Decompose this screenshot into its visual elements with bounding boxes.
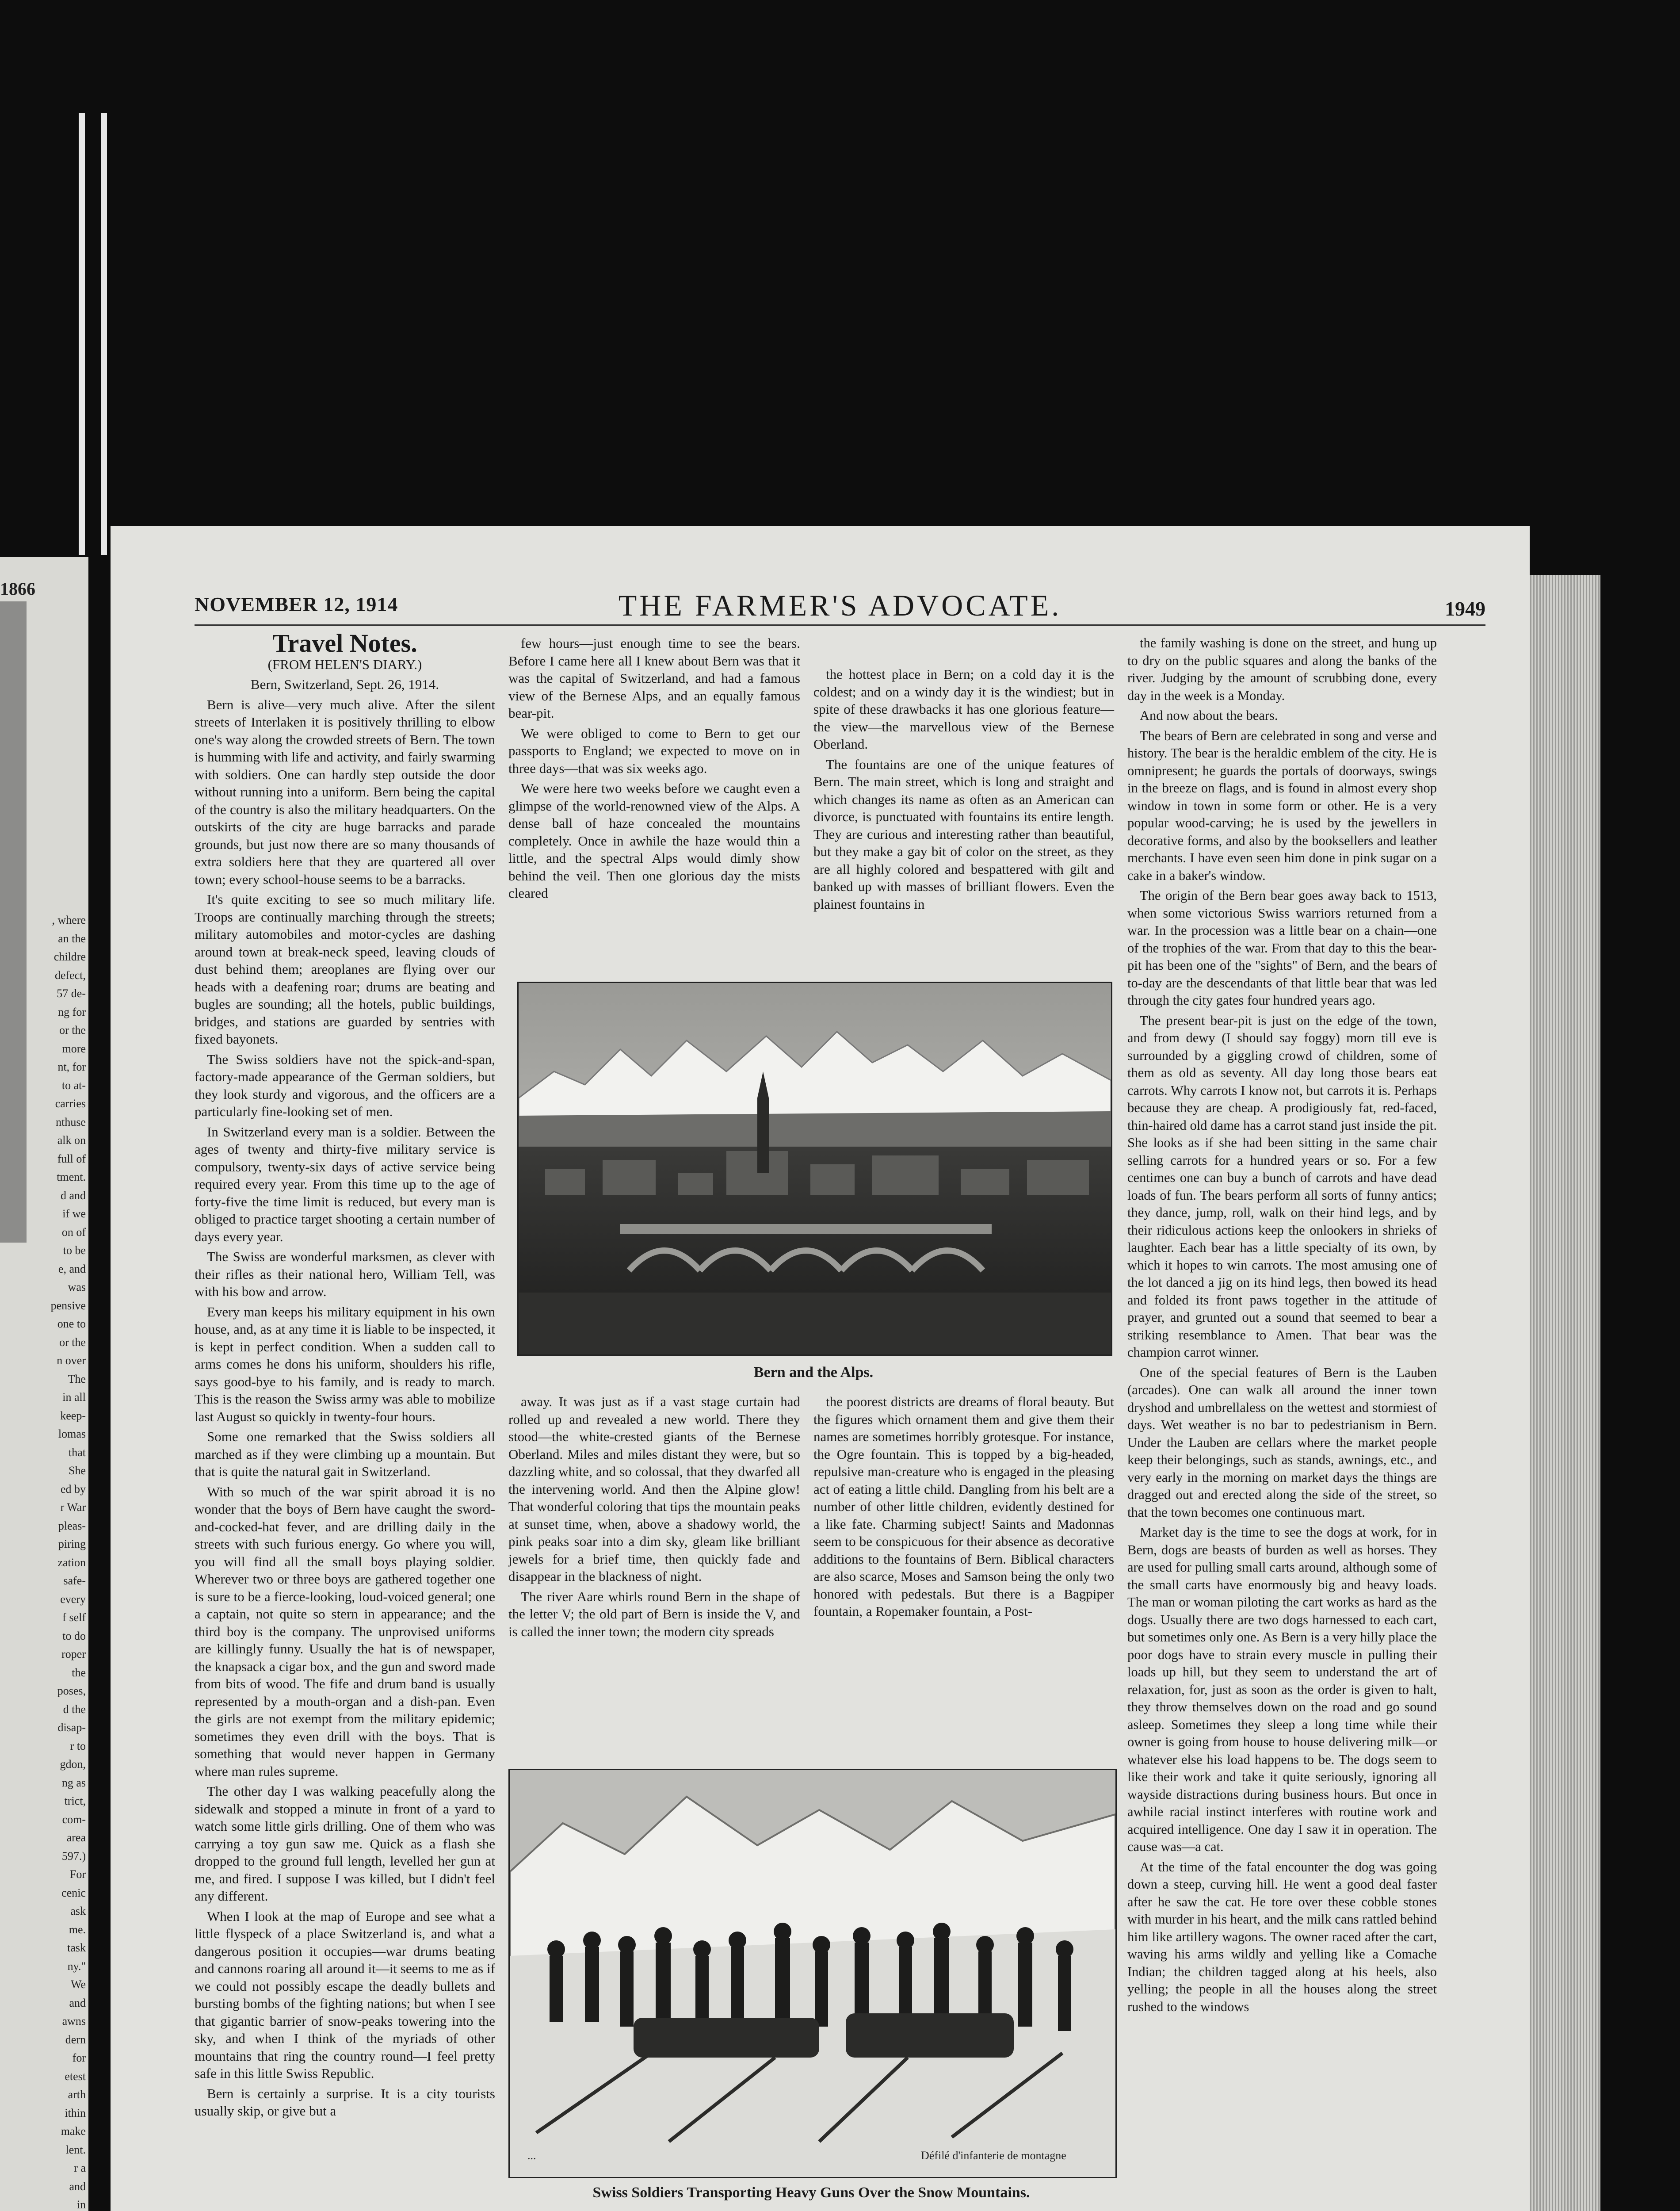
left-page-fragment-line: tment. bbox=[57, 1171, 86, 1183]
left-page-fragment-line: task bbox=[67, 1941, 86, 1954]
left-page-fragment-line: ask bbox=[70, 1905, 86, 1917]
left-page-fragment-line: cenic bbox=[61, 1886, 86, 1899]
left-page-fragment-line: and bbox=[69, 1996, 86, 2009]
left-page-fragment-line: com- bbox=[62, 1813, 86, 1826]
column-4-paragraph: One of the special features of Bern is the Lauben (arcades). One can walk all around the inner town dryshod and umbrellaless on the wettest and stormiest of days. Wet weather is no bar to pedestrianism in Bern. Under the Lauben are cellars where the market people keep their belongings, such as stands, awnings, etc., and very early in the morning on market days the things are dragged out and erected along the side of the street, so that the town becomes one continuous mart. bbox=[1127, 1365, 1437, 1520]
left-page-fragment-line: pleas- bbox=[58, 1519, 86, 1532]
column-4-paragraph: At the time of the fatal encounter the dog was going down a steep, curving hill. He went a good deal faster after he saw the cat. He tore over these cobble stones with murder in his heart, and the milk cans rattled behind him like artillery wagons. The owner raced after the cart, waving his arms wildly and yelling like a Comache Indian; the children tagged along at his heels, also yelling; the people in all the houses along the street rushed to the windows bbox=[1127, 1859, 1437, 2014]
publication-title: THE FARMER'S ADVOCATE. bbox=[618, 589, 1062, 622]
left-page-fragment-line: nt, for bbox=[57, 1060, 86, 1073]
left-page-fragment-line: gdon, bbox=[60, 1758, 86, 1771]
photo-inset-left: ... bbox=[527, 2149, 536, 2162]
photo-soldiers-caption: Swiss Soldiers Transporting Heavy Guns Over the Snow Mountains. bbox=[592, 2184, 1030, 2201]
left-page-fragment-line: n over bbox=[57, 1354, 86, 1367]
left-page-fragment-line: more bbox=[62, 1042, 86, 1055]
left-page-fragment-line: , where bbox=[52, 914, 86, 926]
column-3-middle bbox=[813, 1393, 1114, 1623]
left-page-fragment-line: safe- bbox=[63, 1574, 86, 1587]
left-page-fragment-line: make bbox=[61, 2125, 86, 2138]
left-page-fragment-line: carries bbox=[55, 1097, 86, 1110]
issue-date: NOVEMBER 12, 1914 bbox=[195, 593, 398, 616]
column-1-paragraph: Every man keeps his military equipment in his own house, and, as at any time it is liable to be inspected, it is kept in perfect condition. When a sudden call to arms comes he dons his uniform, shoulders his rifle, says good-bye to his family, and is ready to march. This is the reason the Swiss army was able to mobilize last August so quickly in twenty-four hours. bbox=[195, 1304, 495, 1424]
column-1-paragraph: The Swiss soldiers have not the spick-and-span, factory-made appearance of the German soldiers, but they look sturdy and vigorous, and the officers are a particularly fine-looking set of men. bbox=[195, 1051, 495, 1119]
column-1-paragraph: With so much of the war spirit abroad it is no wonder that the boys of Bern have caught the sword-and-cocked-hat fever, and are drilling daily in the streets with such furious energy. Go where you will, you will find all the small boys playing soldier. Wherever two or three boys are gathered together one is sure to be a fierce-looking, loud-voiced general; one a captain, not quite so stern in appearance; and the third boy is the company. The unprovised uniforms are killingly funny. Usually the hat is of newspaper, the knapsack a cigar box, and the gun and sword made from bits of wood. The fife and drum band is usually represented by a mouth-organ and a dish-pan. Even the girls are not exempt from the military epidemic; sometimes they even drill with the boys. That is something that would never happen in Germany where man rules supreme. bbox=[195, 1484, 495, 1779]
left-page-fragment-line: to do bbox=[62, 1629, 86, 1642]
column-1-paragraph: When I look at the map of Europe and see what a little flyspeck of a place Switzerland is, and what a dangerous position it occupies—war drums beating and cannons roaring all around it—it seems to me as if we could not possibly escape the deadly bullets and bursting bombs of the fighting nations; but when I see that gigantic barrier of snow-peaks towering into the sky, and when I think of the myriads of other mountains that ring the country round—I feel pretty safe in this little Swiss Republic. bbox=[195, 1908, 495, 2081]
column-2-top-paragraph: few hours—just enough time to see the bears. Before I came here all I knew about Bern was that it was the capital of Switzerland, and had a famous view of the Bernese Alps, and an equally famous bear-pit. bbox=[508, 635, 800, 721]
left-page-fragment-line: was bbox=[68, 1281, 86, 1293]
left-page-fragment-line: an the bbox=[58, 932, 86, 945]
left-page-fragment-line: one to bbox=[57, 1317, 86, 1330]
column-4-paragraph: The origin of the Bern bear goes away back to 1513, when some victorious Swiss warriors returned from a war. In the procession was a little bear on a chain—one of the trophies of the war. From that day to this the bear-pit has been one of the "sights" of Bern, and the bears of to-day are the descendants of that little bear that was led through the city gates four hundred years ago. bbox=[1127, 888, 1437, 1008]
left-page-fragment-line: d the bbox=[63, 1702, 86, 1716]
left-page-fragment-line: disap- bbox=[57, 1721, 86, 1734]
left-page-fragment-line: piring bbox=[58, 1538, 86, 1550]
column-3-top-paragraph: The fountains are one of the unique features of Bern. The main street, which is long and straight and which changes its name as often as an American can divorce, is punctuated with fountains its entire length. They are curious and interesting rather than beautiful, but they make a gay bit of color on the street, as they are all highly colored and bespattered with gilt and banked up with masses of brilliant flowers. Even the plainest fountains in bbox=[813, 756, 1114, 912]
left-page-text-fragments bbox=[27, 911, 88, 2211]
left-page-fragment-line: the bbox=[72, 1666, 86, 1679]
column-4-paragraph: The present bear-pit is just on the edge of the town, and from dewy (I should say foggy) morn till eve is surrounded by a giggling crowd of children, some of them as old as seventy. All day long those bears eat carrots. Why carrots I know not, but carrots it is. Perhaps because they are cheap. A prodigiously fat, red-faced, thin-haired old dame has a carrot stand just inside the pit. She looks as if she had been sitting in the same chair selling carrots for a hundred years or so. For a few centimes one can buy a bunch of carrots and have dead loads of fun. The bears perform all sorts of funny antics; they dance, jump, roll, walk on their hind legs, and by their ridiculous actions keep the onlookers in shrieks of laughter. Each bear has a little specialty of its own, by which it hopes to win carrots. The most amusing one of the lot danced a jig on its hind legs, then bowed its head and folded its front paws together in the attitude of prayer, and grunted out a sound that seemed to bear a striking resemblance to Amen. That bear was the champion carrot winner. bbox=[1127, 1013, 1437, 1360]
left-page-fragment-line: area bbox=[66, 1831, 86, 1844]
left-page-fragment-line: The bbox=[68, 1372, 86, 1385]
column-2-top-paragraph: We were obliged to come to Bern to get our passports to England; we expected to move on in three days—that was six weeks ago. bbox=[508, 725, 800, 776]
column-4-paragraph: The bears of Bern are celebrated in song and verse and history. The bear is the heraldic emblem of the city. He is omnipresent; he guards the portals of doorways, swings in the breeze on flags, and is found in almost every shop window in town in some form or other. He is a very popular wood-carving; he is used by the jewellers in decorative forms, and also by the booksellers and leather merchants. I have even seen him done in pink sugar on a cake in a baker's window. bbox=[1127, 728, 1437, 883]
left-page-fragment-line: or the bbox=[59, 1335, 86, 1349]
page-number: 1949 bbox=[1445, 597, 1485, 620]
left-page-fragment-line: for bbox=[72, 2051, 86, 2064]
left-page-fragment-line: to be bbox=[63, 1244, 86, 1257]
left-page-fragment-line: ithin bbox=[65, 2106, 86, 2119]
left-page-fragment-line: if we bbox=[62, 1207, 86, 1220]
column-1-paragraph: The Swiss are wonderful marksmen, as clever with their rifles as their national hero, William Tell, was with his bow and arrow. bbox=[195, 1249, 495, 1299]
column-1-paragraph: Bern is certainly a surprise. It is a city tourists usually skip, or give but a bbox=[195, 2085, 495, 2119]
column-1-paragraph: It's quite exciting to see so much military life. Troops are continually marching through the streets; military automobiles and motor-cycles are dashing around town at break-neck speed, leaving clouds of dust behind them; areoplanes are flying over our heads with a deafening roar; drums are beating and bugles are sounding; all the hotels, public buildings, bridges, and stations are guarded by sentries with fixed bayonets. bbox=[195, 891, 495, 1047]
left-page-fragment-line: defect, bbox=[54, 968, 86, 982]
left-page-fragment-line: ng as bbox=[61, 1776, 86, 1789]
scan-margin-bar-1 bbox=[79, 113, 85, 555]
left-page-fragment-line: etest bbox=[65, 2069, 86, 2083]
column-4-paragraph: the family washing is done on the street, and hung up to dry on the public squares and along the banks of the river. Judging by the amount of scrubbing done, every day in the week is a Monday. bbox=[1127, 635, 1437, 703]
column-1-paragraph: Bern is alive—very much alive. After the silent streets of Interlaken it is positively thrilling to elbow one's way along the crowded streets of Bern. The town is humming with life and activity, and fairly swarming with soldiers. One can hardly step outside the door without running into a uniform. Bern being the capital of the country is also the military headquarters. On the outskirts of the city are huge barracks and parade grounds, but just now there are so many thousands of extra soldiers here that they are quartered all over town; every school-house seems to be a barracks. bbox=[195, 696, 495, 887]
article-source: (FROM HELEN'S DIARY.) bbox=[267, 656, 422, 672]
column-1-paragraph: The other day I was walking peacefully along the sidewalk and stopped a minute in front of a yard to watch some little girls drilling. One of them who was carrying a toy gun saw me. Quick as a flash she dropped to the ground full length, levelled her gun at me, and fired. I suppose I was killed, but I didn't feel any different. bbox=[195, 1783, 495, 1904]
article-title: Travel Notes. bbox=[272, 629, 417, 658]
left-page-fragment-line: lent. bbox=[65, 2143, 86, 2156]
left-page-fragment-line: e, and bbox=[58, 1262, 86, 1275]
left-page-fragment-line: ed by bbox=[60, 1482, 86, 1496]
left-page-fragment-line: every bbox=[60, 1592, 86, 1606]
left-page-fragment-line: arth bbox=[68, 2088, 86, 2101]
left-page-fragment-line: full of bbox=[57, 1152, 86, 1165]
left-page-fragment-line: 57 de- bbox=[57, 987, 86, 1000]
left-page-fragment-line: r a bbox=[74, 2161, 86, 2174]
left-page-fragment-line: in bbox=[76, 2198, 86, 2211]
header-rule bbox=[195, 624, 1485, 626]
column-2-top bbox=[508, 635, 800, 905]
left-page-fragment-line: 597.) bbox=[61, 1849, 86, 1863]
column-4 bbox=[1127, 635, 1437, 2018]
left-page-fragment-line: r War bbox=[60, 1501, 86, 1514]
left-page-fragment-line: trict, bbox=[64, 1794, 86, 1807]
left-page-fragment-line: She bbox=[69, 1464, 86, 1477]
left-page-fragment bbox=[0, 557, 88, 2211]
left-page-fragment-line: me. bbox=[69, 1923, 86, 1936]
column-4-paragraph: And now about the bears. bbox=[1140, 708, 1278, 723]
bern-alps-image bbox=[519, 983, 1111, 1354]
photo-swiss-soldiers bbox=[508, 1769, 1117, 2178]
left-page-fragment-line: poses, bbox=[57, 1684, 86, 1697]
left-page-fragment-line: or the bbox=[59, 1024, 86, 1037]
column-3-top-paragraph: the hottest place in Bern; on a cold day it is the coldest; and on a windy day it is the windiest; but in spite of these drawbacks it has one glorious feature—the view—the marvellous view of the Bernese Oberland. bbox=[813, 666, 1114, 752]
left-page-fragment-line: ny." bbox=[67, 1959, 86, 1973]
column-1-body bbox=[195, 696, 495, 2120]
scan-margin-bar-2 bbox=[101, 113, 107, 555]
left-page-fragment-line: to at- bbox=[61, 1079, 86, 1092]
left-page-fragment-line: nthuse bbox=[56, 1115, 86, 1128]
left-page-fragment-line: that bbox=[69, 1446, 86, 1459]
left-page-fragment-line: and bbox=[69, 2180, 86, 2193]
photo-bern-caption: Bern and the Alps. bbox=[753, 1364, 874, 1381]
left-page-fragment-line: ng for bbox=[58, 1005, 86, 1018]
left-page-fragment-line: keep- bbox=[60, 1409, 86, 1422]
left-page-fragment-line: alk on bbox=[57, 1134, 86, 1147]
column-1 bbox=[195, 629, 495, 2123]
column-1-paragraph: Some one remarked that the Swiss soldiers all marched as if they were climbing up a mountain. But that is quite the natural gait in Switzerland. bbox=[195, 1429, 495, 1479]
left-page-fragment-line: d and bbox=[60, 1189, 86, 1202]
photo-bern-and-alps bbox=[517, 982, 1112, 1356]
left-page-fragment-line: awns bbox=[62, 2015, 86, 2027]
left-page-advertisement bbox=[0, 601, 27, 1243]
left-page-fragment-line: in all bbox=[62, 1391, 86, 1404]
left-page-year: 1866 bbox=[0, 579, 35, 599]
column-3-middle-paragraph: the poorest districts are dreams of floral beauty. But the figures which ornament them and give them their names are sometimes horribly grotesque. For instance, the Ogre fountain. This is topped by a big-headed, repulsive man-creature who is engaged in the pleasing act of eating a little child. Dangling from his belt are a number of other little children, evidently destined for a like fate. Charming subject! Saints and Madonnas seem to be conspicuous for their absence as decorative additions to the fountains of Bern. Biblical characters are also scarce, Moses and Samson being the only two honored with pedestals. But there is a Bagpiper fountain, a Ropemaker fountain, a Post- bbox=[813, 1394, 1114, 1619]
photo-inset-right: Défilé d'infanterie de montagne bbox=[921, 2149, 1066, 2162]
left-page-fragment-line: f self bbox=[62, 1611, 86, 1624]
book-page-edges bbox=[1525, 575, 1600, 2211]
left-page-fragment-line: For bbox=[69, 1868, 86, 1881]
column-2-middle bbox=[508, 1393, 800, 1643]
left-page-fragment-line: zation bbox=[57, 1556, 86, 1569]
column-3-top bbox=[813, 666, 1114, 915]
left-page-fragment-line: r to bbox=[70, 1739, 86, 1752]
left-page-fragment-line: lomas bbox=[58, 1427, 86, 1440]
left-page-fragment-line: childre bbox=[53, 950, 86, 963]
column-2-middle-paragraph: away. It was just as if a vast stage curtain had rolled up and revealed a new world. There they stood—the white-crested giants of the Bernese Oberland. Miles and miles distant they were, but so dazzling white, and so colossal, that they dwarfed all the intervening world. And then the Alpine glow! That wonderful coloring that tips the mountain peaks at sunset time, when, above a shadowy world, the pink peaks soar into a dim sky, gleam like brilliant jewels for a brief time, then quickly fade and disappear in the blackness of night. bbox=[508, 1394, 800, 1584]
column-4-paragraph: Market day is the time to see the dogs at work, for in Bern, dogs are beasts of burden as well as horses. They are used for pulling small carts around, although some of the small carts have enormously big and heavy loads. The man or woman piloting the cart works as hard as the dogs. Usually there are two dogs harnessed to each cart, but sometimes only one. As Bern is a very hilly place the poor dogs have to strain every muscle in pulling their loads up hill, but they seem to understand the art of relaxation, for, just as soon as the order is given to halt, they throw themselves down on the road and go sound asleep. Sometimes they sleep a long time while their owner is going from house to house delivering milk—or whatever else his load happens to be. The dogs seem to like their work and take it quite seriously, ignoring all wayside distractions during business hours. But once in awhile racial instinct interferes with routine work and acquired intelligence. One day I saw it in operation. The cause was—a cat. bbox=[1127, 1525, 1437, 1854]
newspaper-page bbox=[111, 526, 1530, 2211]
column-1-paragraph: In Switzerland every man is a soldier. Between the ages of twenty and thirty-five military service is compulsory, twenty-six days of active service being required every year. From this time up to the age of forty-five the time limit is reduced, but every man is obliged to practice target shooting a certain number of days every year. bbox=[195, 1124, 495, 1244]
left-page-fragment-line: We bbox=[71, 1978, 86, 1991]
left-page-fragment-line: dern bbox=[65, 2033, 86, 2046]
column-2-top-paragraph: We were here two weeks before we caught even a glimpse of the world-renowned view of the Alps. A dense ball of haze concealed the mountains completely. Once in awhile the haze would thin a little, and the spectral Alps would dimly show behind the veil. Then one glorious day the mists cleared bbox=[508, 780, 800, 901]
page-header bbox=[195, 589, 1485, 622]
swiss-soldiers-image bbox=[510, 1770, 1115, 2177]
left-page-fragment-line: pensive bbox=[50, 1299, 86, 1312]
column-2-middle-paragraph: The river Aare whirls round Bern in the shape of the letter V; the old part of Bern is inside the V, and is called the inner town; the modern city spreads bbox=[508, 1588, 800, 1639]
left-page-fragment-line: on of bbox=[61, 1225, 86, 1239]
left-page-fragment-line: roper bbox=[61, 1648, 86, 1660]
article-dateline: Bern, Switzerland, Sept. 26, 1914. bbox=[250, 677, 439, 692]
